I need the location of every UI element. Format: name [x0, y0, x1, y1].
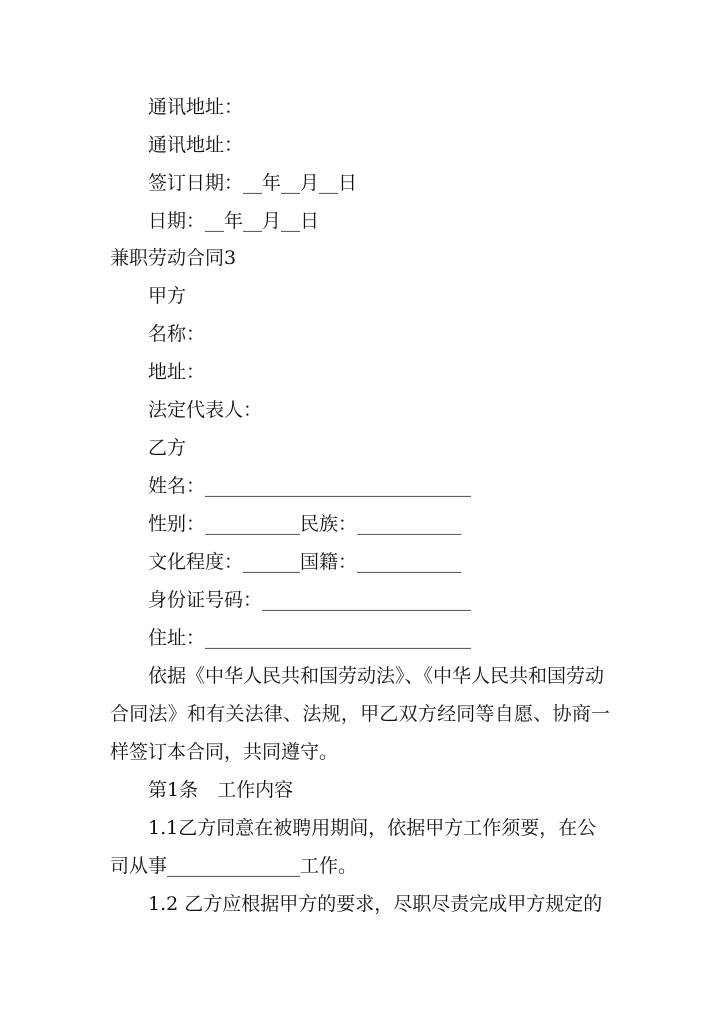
- id-number-field: 身份证号码：______________________: [148, 589, 472, 611]
- education-nationality-field: 文化程度：______国籍：___________: [148, 551, 462, 573]
- clause-1-1-line-2: 司从事______________工作。: [110, 855, 358, 877]
- clause-1-1-line-1: 1.1乙方同意在被聘用期间，依据甲方工作须要，在公: [148, 817, 597, 839]
- preamble-line-1: 依据《中华人民共和国劳动法》、《中华人民共和国劳动: [148, 665, 605, 687]
- clause-1-2-line-1: 1.2 乙方应根据甲方的要求，尽职尽责完成甲方规定的: [148, 893, 603, 915]
- preamble-line-3: 样签订本合同，共同遵守。: [110, 741, 339, 763]
- date-line: 日期：__年__月__日: [148, 210, 320, 232]
- signing-date-line: 签订日期：__年__月__日: [148, 172, 358, 194]
- article-1-heading: 第1条 工作内容: [148, 779, 294, 801]
- gender-ethnicity-field: 性别：__________民族：___________: [148, 513, 462, 535]
- party-a-name-field: 名称：: [148, 323, 206, 345]
- legal-representative-field: 法定代表人：: [148, 399, 263, 421]
- party-a-heading: 甲方: [148, 285, 187, 307]
- contact-address-line-2: 通讯地址：: [148, 134, 244, 156]
- party-b-heading: 乙方: [148, 437, 187, 459]
- preamble-line-2: 合同法》和有关法律、法规，甲乙双方经同等自愿、协商一: [110, 703, 610, 725]
- contact-address-line-1: 通讯地址：: [148, 96, 244, 118]
- party-a-address-field: 地址：: [148, 361, 206, 383]
- contract-title: 兼职劳动合同3: [110, 247, 237, 269]
- party-b-name-field: 姓名：____________________________: [148, 475, 472, 497]
- residence-field: 住址：____________________________: [148, 627, 472, 649]
